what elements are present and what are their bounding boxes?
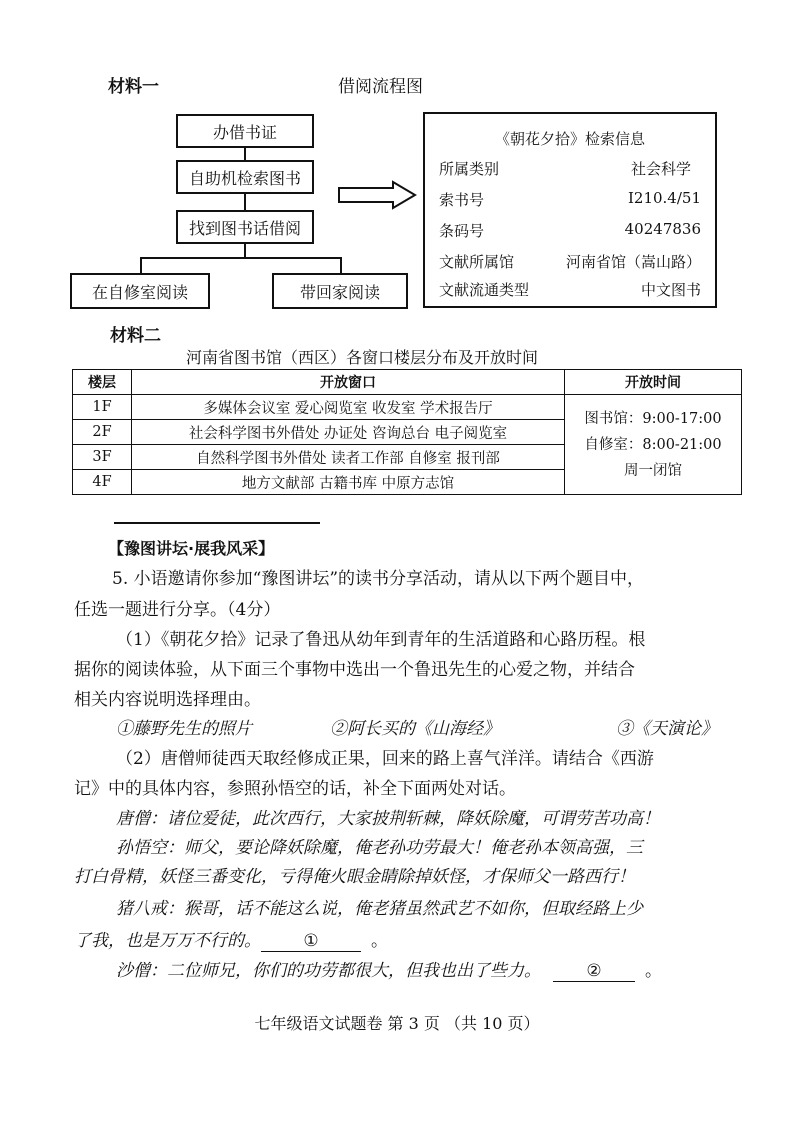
flow-step-1: 办借书证 bbox=[176, 114, 314, 148]
info-key: 条码号 bbox=[439, 222, 485, 240]
hours-closed: 周一闭馆 bbox=[624, 462, 682, 479]
info-value: I210.4/51 bbox=[627, 189, 701, 207]
dialogue-bajie: 猪八戒：猴哥，话不能这么说，俺老猪虽然武艺不如你，但取经路上少 bbox=[116, 899, 643, 919]
windows-cell: 多媒体会议室 爱心阅览室 收发室 学术报告厅 bbox=[132, 395, 565, 420]
info-value: 河南省馆（嵩山路） bbox=[565, 253, 701, 271]
dialogue-bajie-cont bbox=[74, 926, 388, 952]
info-value: 40247836 bbox=[624, 220, 701, 238]
flow-connector bbox=[244, 194, 246, 210]
flow-connector bbox=[244, 148, 246, 160]
flow-connector bbox=[244, 244, 246, 258]
dialogue-bajie-text: 了我，也是万万不行的。 bbox=[74, 931, 261, 951]
flow-title: 借阅流程图 bbox=[338, 77, 423, 97]
info-row bbox=[439, 279, 701, 300]
table-header: 开放时间 bbox=[565, 370, 742, 395]
floor-cell: 1F bbox=[73, 395, 132, 420]
part2-line: 记》中的具体内容，参照孙悟空的话，补全下面两处对话。 bbox=[74, 779, 516, 799]
period: 。 bbox=[371, 931, 388, 951]
info-key: 文献流通类型 bbox=[439, 281, 530, 299]
flow-step-2: 自助机检索图书 bbox=[176, 160, 314, 194]
floor-cell: 4F bbox=[73, 470, 132, 495]
option-2: ②阿长买的《山海经》 bbox=[330, 719, 500, 739]
dialogue-sha-seng bbox=[116, 956, 662, 982]
flow-step-3: 找到图书话借阅 bbox=[176, 210, 314, 244]
hours-cell bbox=[565, 395, 742, 495]
section-divider bbox=[114, 522, 320, 524]
table-title: 河南省图书馆（西区）各窗口楼层分布及开放时间 bbox=[186, 348, 539, 367]
dialogue-tang-seng: 唐僧：诸位爱徒，此次西行，大家披荆斩棘，降妖除魔，可谓劳苦功高！ bbox=[116, 809, 660, 829]
floor-table bbox=[72, 369, 742, 495]
info-key: 文献所属馆 bbox=[439, 253, 515, 271]
info-value: 社会科学 bbox=[630, 160, 691, 178]
flow-connector bbox=[140, 257, 142, 273]
table-header-row bbox=[73, 370, 742, 395]
table-header: 开放窗口 bbox=[132, 370, 565, 395]
part1-line: （1）《朝花夕拾》记录了鲁迅从幼年到青年的生活道路和心路历程。根 bbox=[116, 630, 646, 650]
hours-study-room: 自修室：8:00-21:00 bbox=[584, 436, 722, 453]
info-row bbox=[439, 158, 701, 179]
part1-line: 相关内容说明选择理由。 bbox=[74, 690, 261, 710]
option-1: ①藤野先生的照片 bbox=[116, 719, 252, 739]
dialogue-wukong-cont: 打白骨精，妖怪三番变化，亏得俺火眼金睛除掉妖怪，才保师父一路西行！ bbox=[74, 867, 635, 887]
windows-cell: 社会科学图书外借处 办证处 咨询总台 电子阅览室 bbox=[132, 420, 565, 445]
windows-cell: 地方文献部 古籍书库 中原方志馆 bbox=[132, 470, 565, 495]
answer-blank-1[interactable]: ① bbox=[261, 931, 361, 952]
arrow-right-icon bbox=[337, 180, 417, 210]
retrieval-info-title: 《朝花夕拾》检索信息 bbox=[494, 130, 645, 148]
info-row bbox=[439, 251, 701, 272]
info-row bbox=[439, 189, 701, 210]
windows-cell: 自然科学图书外借处 读者工作部 自修室 报刊部 bbox=[132, 445, 565, 470]
question-line: 5. 小语邀请你参加“豫图讲坛”的读书分享活动，请从以下两个题目中， bbox=[112, 569, 645, 589]
info-row bbox=[439, 220, 701, 241]
info-key: 索书号 bbox=[439, 191, 485, 209]
floor-cell: 2F bbox=[73, 420, 132, 445]
question-line: 任选一题进行分享。（4分） bbox=[74, 600, 281, 620]
part1-line: 据你的阅读体验，从下面三个事物中选出一个鲁迅先生的心爱之物，并结合 bbox=[74, 660, 635, 680]
flow-connector bbox=[340, 257, 342, 273]
info-value: 中文图书 bbox=[640, 281, 701, 299]
hours-library: 图书馆：9:00-17:00 bbox=[584, 410, 722, 427]
period: 。 bbox=[645, 961, 662, 981]
flow-branch-study-room: 在自修室阅读 bbox=[70, 273, 210, 309]
dialogue-wukong: 孙悟空：师父，要论降妖除魔，俺老孙功劳最大！俺老孙本领高强，三 bbox=[116, 838, 643, 858]
part2-line: （2）唐僧师徒西天取经修成正果，回来的路上喜气洋洋。请结合《西游 bbox=[116, 749, 654, 769]
floor-cell: 3F bbox=[73, 445, 132, 470]
material1-label: 材料一 bbox=[108, 77, 159, 97]
table-row bbox=[73, 395, 742, 420]
flow-branch-take-home: 带回家阅读 bbox=[272, 273, 408, 309]
table-header: 楼层 bbox=[73, 370, 132, 395]
retrieval-info-box bbox=[423, 112, 717, 308]
section-heading: 【豫图讲坛·展我风采】 bbox=[108, 539, 275, 558]
info-key: 所属类别 bbox=[439, 160, 500, 178]
answer-blank-2[interactable]: ② bbox=[553, 961, 635, 982]
flow-branch-line bbox=[140, 257, 342, 259]
material2-label: 材料二 bbox=[110, 326, 161, 346]
page-footer: 七年级语文试题卷 第 3 页 （共 10 页） bbox=[254, 1014, 540, 1033]
option-3: ③《天演论》 bbox=[616, 719, 718, 739]
dialogue-sha-seng-text: 沙僧：二位师兄，你们的功劳都很大，但我也出了些力。 bbox=[116, 961, 541, 981]
